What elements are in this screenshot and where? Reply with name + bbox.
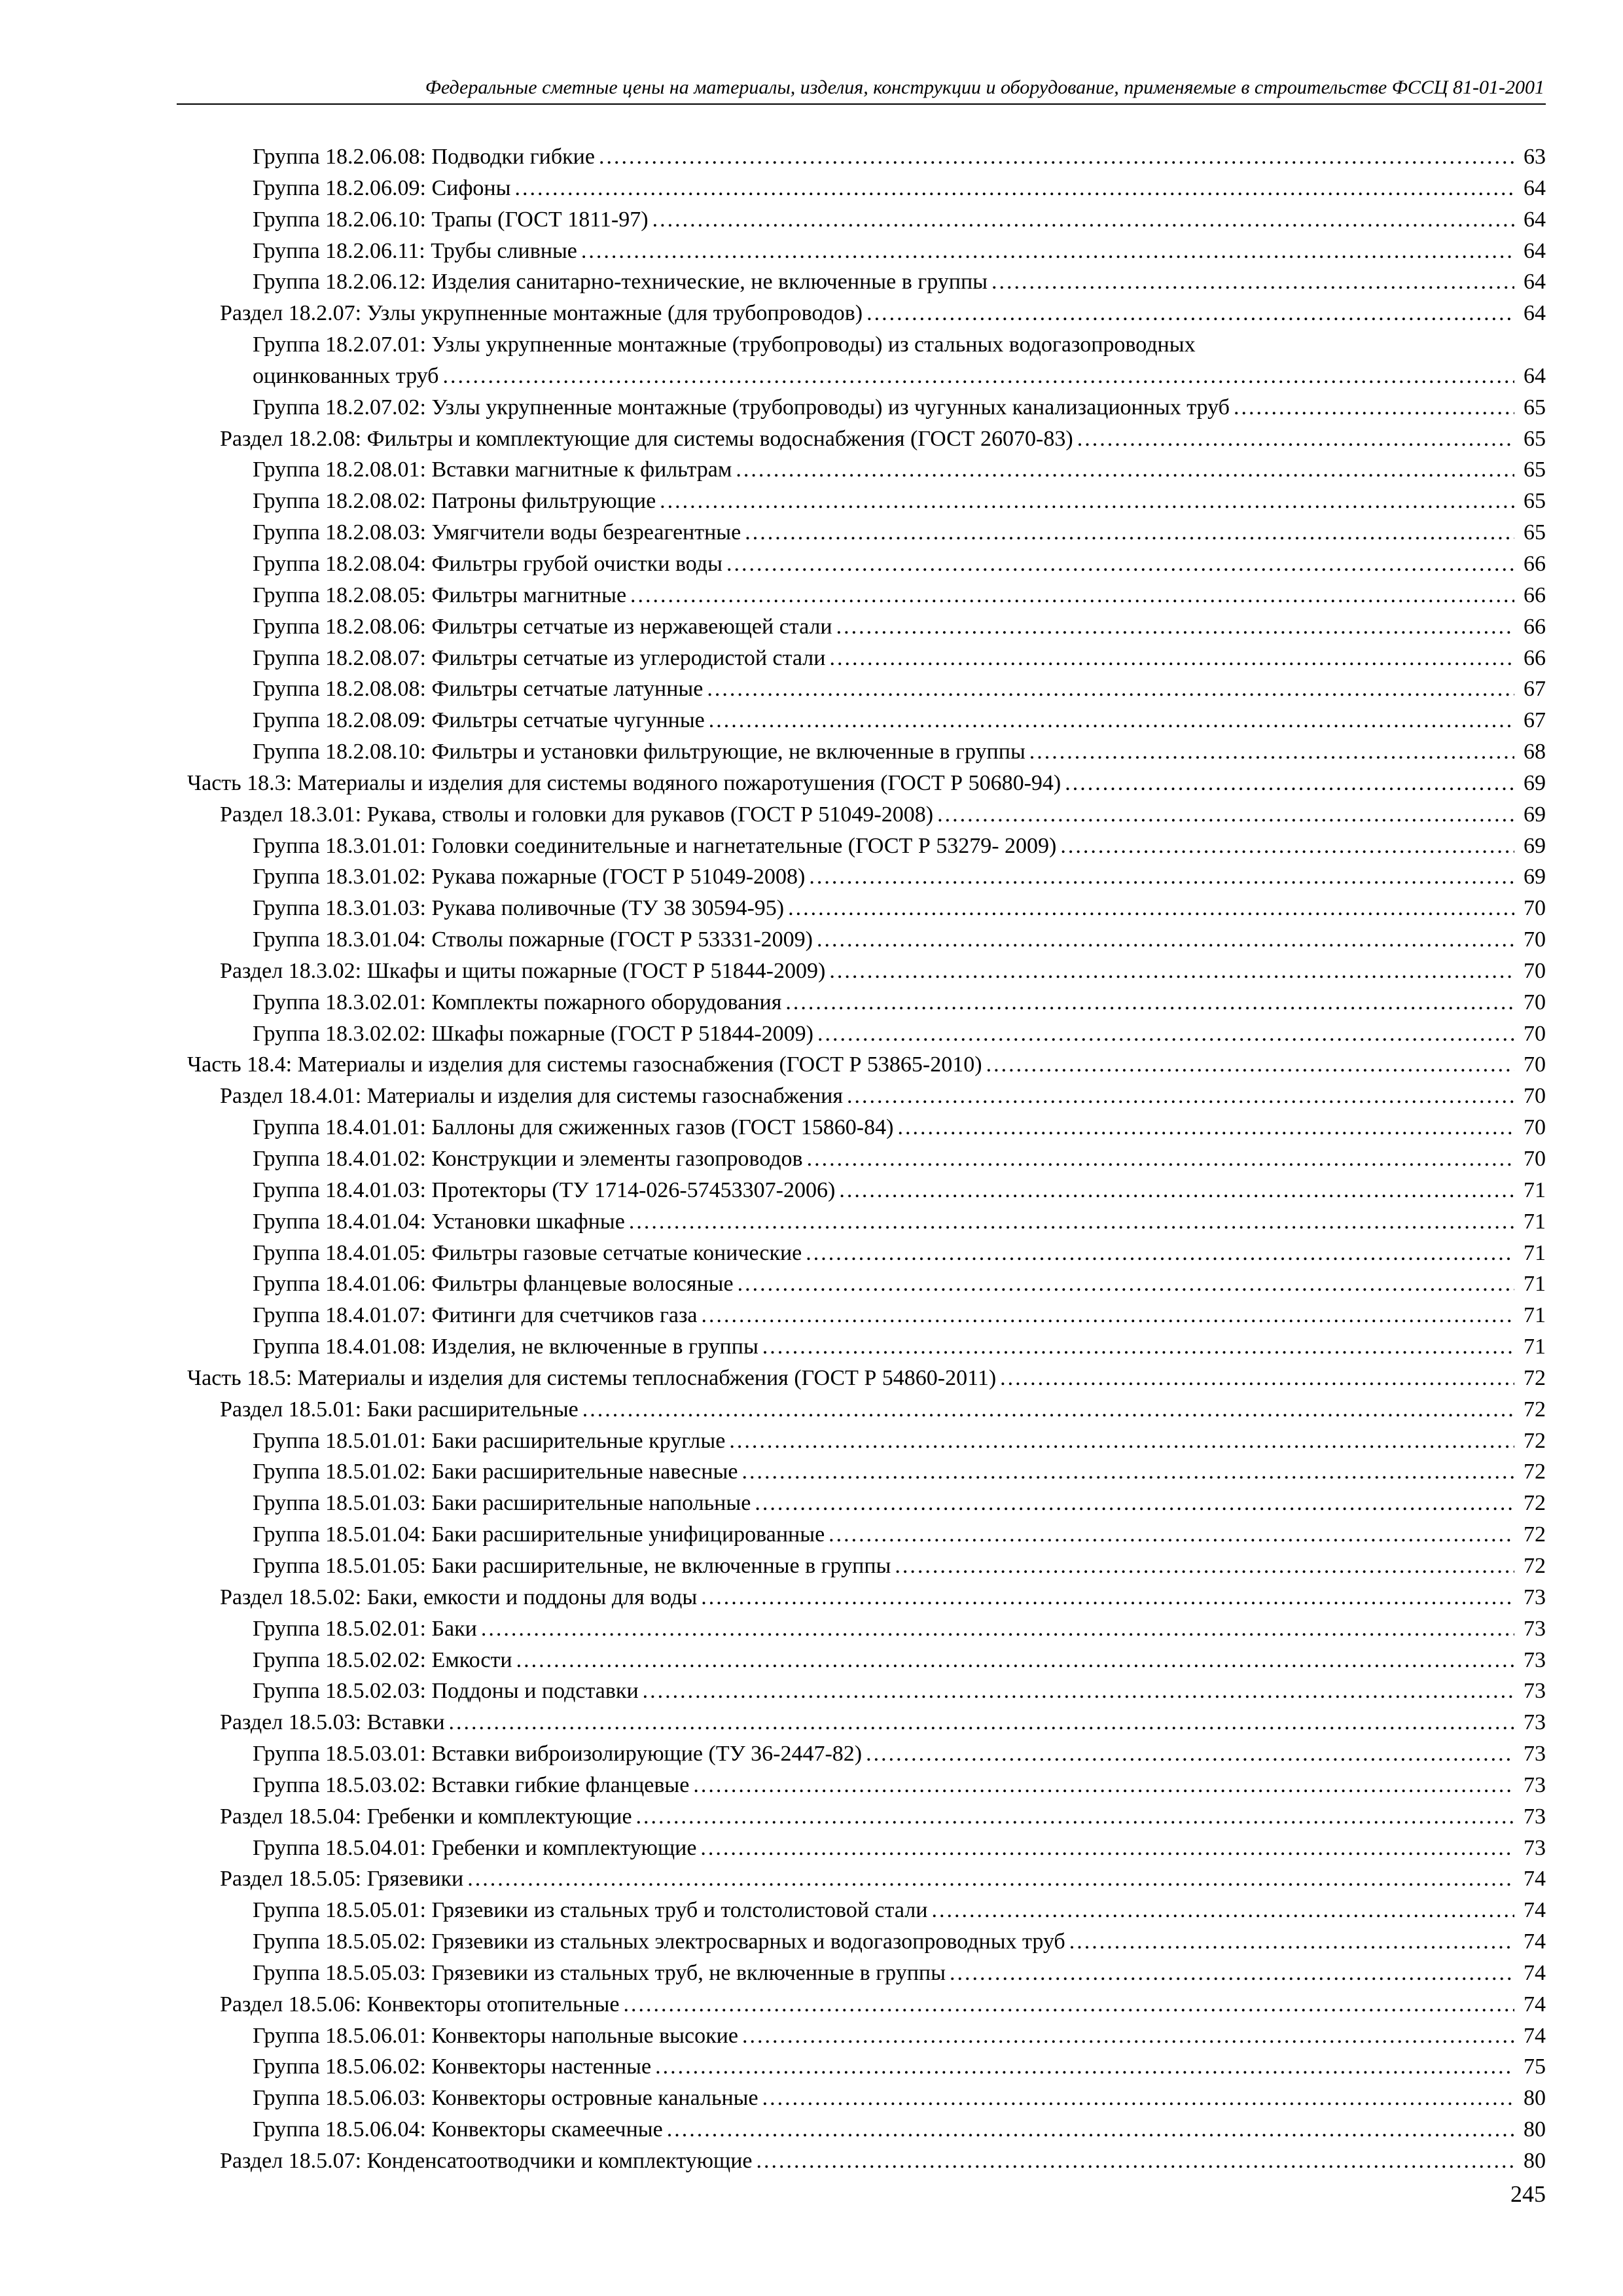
toc-entry[interactable] <box>187 1707 1546 1738</box>
toc-entry[interactable] <box>187 1143 1546 1175</box>
toc-page-number: 64 <box>1524 301 1546 326</box>
dot-leader <box>623 1989 1514 2020</box>
toc-entry-text: Группа 18.5.05.02: Грязевики из стальных электросварных и водогазопроводных труб <box>253 1929 1065 1954</box>
dot-leader <box>467 1863 1514 1895</box>
toc-page-number: 70 <box>1524 1115 1546 1140</box>
toc-entry-text: Группа 18.4.01.02: Конструкции и элементы газопроводов <box>253 1147 803 1171</box>
toc-entry[interactable] <box>187 392 1546 423</box>
dot-leader <box>1077 423 1514 455</box>
toc-entry-text: Группа 18.4.01.05: Фильтры газовые сетчатые конические <box>253 1240 802 1265</box>
dot-leader <box>599 141 1514 173</box>
toc-entry-text: Раздел 18.5.05: Грязевики <box>220 1867 464 1892</box>
toc-page-number: 80 <box>1524 2149 1546 2173</box>
toc-entry[interactable] <box>187 2051 1546 2083</box>
dot-leader <box>442 361 1514 392</box>
toc-page-number: 66 <box>1524 583 1546 607</box>
dot-leader <box>655 2051 1514 2083</box>
toc-entry[interactable] <box>187 173 1546 204</box>
toc-entry[interactable] <box>187 1363 1546 1394</box>
toc-entry[interactable] <box>187 1738 1546 1770</box>
toc-entry[interactable] <box>187 1426 1546 1457</box>
toc-page-number: 70 <box>1524 1084 1546 1109</box>
toc-entry-text: Группа 18.5.03.02: Вставки гибкие фланцевые <box>253 1772 690 1797</box>
toc-entry-text: Группа 18.2.08.10: Фильтры и установки фильтрующие, не включенные в группы <box>253 740 1026 764</box>
dot-leader <box>866 298 1514 329</box>
toc-entry[interactable] <box>187 1613 1546 1645</box>
dot-leader <box>449 1707 1514 1738</box>
toc-page-number: 72 <box>1524 1522 1546 1547</box>
page-number: 245 <box>1510 2181 1546 2207</box>
toc-entry-text: Группа 18.4.01.08: Изделия, не включенные в группы <box>253 1335 758 1359</box>
dot-leader <box>762 1331 1514 1363</box>
toc-entry-text: Группа 18.4.01.01: Баллоны для сжиженных газов (ГОСТ 15860-84) <box>253 1115 894 1140</box>
toc-entry[interactable] <box>187 1551 1546 1582</box>
dot-leader <box>742 2020 1514 2052</box>
dot-leader <box>829 956 1514 987</box>
toc-entry-text: Раздел 18.5.06: Конвекторы отопительные <box>220 1992 620 2017</box>
toc-entry[interactable] <box>187 1895 1546 1926</box>
dot-leader <box>829 1519 1514 1551</box>
toc-entry-text: Группа 18.2.07.01: Узлы укрупненные монтажные (трубопроводы) из стальных водогазопроводных <box>253 332 1196 357</box>
dot-leader <box>630 580 1514 611</box>
toc-entry-text: Группа 18.5.01.02: Баки расширительные навесные <box>253 1460 738 1484</box>
toc-entry-text: Группа 18.5.06.02: Конвекторы настенные <box>253 2054 652 2079</box>
toc-page-number: 71 <box>1524 1272 1546 1297</box>
toc-entry-text: Раздел 18.2.08: Фильтры и комплектующие для системы водоснабжения (ГОСТ 26070-83) <box>220 426 1073 451</box>
toc-entry-text: Раздел 18.4.01: Материалы и изделия для системы газоснабжения <box>220 1084 843 1109</box>
toc-page-number: 68 <box>1524 740 1546 764</box>
toc-entry-text: Группа 18.5.06.04: Конвекторы скамеечные <box>253 2117 663 2142</box>
toc-entry-text: Раздел 18.3.02: Шкафы и щиты пожарные (ГОСТ Р 51844-2009) <box>220 958 826 983</box>
toc-entry-text: Группа 18.5.04.01: Гребенки и комплектующие <box>253 1835 697 1860</box>
toc-entry[interactable] <box>187 1018 1546 1050</box>
toc-entry[interactable] <box>187 266 1546 298</box>
dot-leader <box>516 1645 1514 1676</box>
toc-entry[interactable] <box>187 1582 1546 1613</box>
toc-page-number: 74 <box>1524 1929 1546 1954</box>
dot-leader <box>897 1112 1514 1143</box>
toc-entry-text: Раздел 18.5.07: Конденсатоотводчики и комплектующие <box>220 2149 753 2173</box>
toc-page-number: 70 <box>1524 1021 1546 1046</box>
toc-page-number: 65 <box>1524 520 1546 545</box>
toc-page-number: 74 <box>1524 2023 1546 2048</box>
toc-page-number: 65 <box>1524 457 1546 482</box>
toc-entry-text: Группа 18.2.08.04: Фильтры грубой очистки воды <box>253 551 722 576</box>
toc-page-number: 73 <box>1524 1585 1546 1609</box>
toc-entry[interactable] <box>187 1238 1546 1269</box>
dot-leader <box>788 893 1514 924</box>
toc-entry-text: Раздел 18.5.03: Вставки <box>220 1710 445 1735</box>
dot-leader <box>1000 1363 1514 1394</box>
toc-page-number: 65 <box>1524 395 1546 420</box>
toc-entry-text: Часть 18.3: Материалы и изделия для системы водяного пожаротушения (ГОСТ Р 50680-94) <box>187 770 1061 795</box>
toc-entry[interactable] <box>187 799 1546 831</box>
toc-entry[interactable] <box>187 1645 1546 1676</box>
dot-leader <box>950 1958 1514 1989</box>
toc-page-number: 64 <box>1524 175 1546 200</box>
toc-page-number: 67 <box>1524 708 1546 733</box>
dot-leader <box>660 486 1514 517</box>
dot-leader <box>817 924 1514 956</box>
toc-entry[interactable] <box>187 2083 1546 2114</box>
toc-page-number: 80 <box>1524 2086 1546 2111</box>
toc-entry-text: Раздел 18.5.01: Баки расширительные <box>220 1397 579 1422</box>
toc-entry[interactable] <box>187 141 1546 173</box>
toc-page-number: 70 <box>1524 958 1546 983</box>
toc-entry[interactable] <box>187 2020 1546 2052</box>
dot-leader <box>643 1676 1514 1707</box>
toc-entry-text: Группа 18.5.06.01: Конвекторы напольные высокие <box>253 2023 738 2048</box>
toc-page-number: 71 <box>1524 1177 1546 1202</box>
dot-leader <box>757 2145 1514 2177</box>
toc-entry[interactable] <box>187 1081 1546 1112</box>
toc-entry-text: Группа 18.2.08.07: Фильтры сетчатые из углеродистой стали <box>253 645 826 670</box>
dot-leader <box>1065 768 1514 799</box>
toc-entry-text: Группа 18.2.06.09: Сифоны <box>253 175 511 200</box>
toc-entry-text: Группа 18.2.08.05: Фильтры магнитные <box>253 583 627 607</box>
toc-entry-text: Группа 18.2.08.08: Фильтры сетчатые латунные <box>253 677 704 702</box>
toc-page-number: 74 <box>1524 1960 1546 1985</box>
toc-entry[interactable] <box>187 204 1546 236</box>
dot-leader <box>726 548 1514 580</box>
dot-leader <box>738 1268 1514 1300</box>
toc-entry-text: Группа 18.2.08.01: Вставки магнитные к фильтрам <box>253 457 732 482</box>
dot-leader <box>807 1143 1514 1175</box>
toc-page-number: 70 <box>1524 1147 1546 1171</box>
dot-leader <box>514 173 1514 204</box>
toc-entry[interactable] <box>187 1801 1546 1833</box>
toc-page-number: 64 <box>1524 238 1546 263</box>
toc-entry-text: Группа 18.3.01.04: Стволы пожарные (ГОСТ Р 53331-2009) <box>253 927 813 952</box>
toc-entry-text: Группа 18.2.07.02: Узлы укрупненные монтажные (трубопроводы) из чугунных канализационных труб <box>253 395 1230 420</box>
dot-leader <box>931 1895 1514 1926</box>
toc-entry-text: Группа 18.3.02.02: Шкафы пожарные (ГОСТ Р 51844-2009) <box>253 1021 813 1046</box>
table-of-contents <box>187 141 1546 2177</box>
dot-leader <box>785 987 1514 1018</box>
toc-page-number: 66 <box>1524 551 1546 576</box>
toc-page-number: 69 <box>1524 802 1546 827</box>
toc-page-number: 69 <box>1524 833 1546 858</box>
toc-entry-text: Группа 18.5.05.03: Грязевики из стальных труб, не включенные в группы <box>253 1960 946 1985</box>
toc-entry[interactable] <box>187 517 1546 548</box>
toc-page-number: 73 <box>1524 1710 1546 1735</box>
dot-leader <box>729 1426 1514 1457</box>
toc-entry-text: Группа 18.2.06.11: Трубы сливные <box>253 238 577 263</box>
toc-page-number: 69 <box>1524 865 1546 889</box>
toc-page-number: 65 <box>1524 489 1546 514</box>
toc-entry[interactable] <box>187 1049 1546 1081</box>
toc-page-number: 72 <box>1524 1397 1546 1422</box>
toc-entry[interactable] <box>187 1833 1546 1864</box>
toc-page-number: 65 <box>1524 426 1546 451</box>
toc-entry-text: Группа 18.3.01.02: Рукава пожарные (ГОСТ Р 51049-2008) <box>253 865 806 889</box>
dot-leader <box>701 1582 1514 1613</box>
dot-leader <box>707 673 1514 705</box>
toc-page-number: 63 <box>1524 145 1546 169</box>
dot-leader <box>895 1551 1514 1582</box>
toc-entry-text: Раздел 18.3.01: Рукава, стволы и головки для рукавов (ГОСТ Р 51049-2008) <box>220 802 934 827</box>
toc-entry[interactable] <box>187 298 1546 329</box>
toc-entry[interactable] <box>187 236 1546 267</box>
toc-page-number: 73 <box>1524 1835 1546 1860</box>
dot-leader <box>866 1738 1514 1770</box>
toc-entry[interactable] <box>187 1958 1546 1989</box>
toc-entry[interactable] <box>187 1770 1546 1801</box>
toc-page-number: 64 <box>1524 207 1546 232</box>
toc-page-number: 71 <box>1524 1209 1546 1234</box>
toc-entry[interactable] <box>187 486 1546 517</box>
toc-entry-continuation[interactable] <box>187 361 1546 392</box>
toc-entry-text: Раздел 18.2.07: Узлы укрупненные монтажные (для трубопроводов) <box>220 301 863 326</box>
toc-entry[interactable] <box>187 736 1546 768</box>
dot-leader <box>986 1049 1514 1081</box>
toc-entry-text: Группа 18.2.06.08: Подводки гибкие <box>253 145 595 169</box>
dot-leader <box>636 1801 1514 1833</box>
toc-entry[interactable] <box>187 1989 1546 2020</box>
toc-entry[interactable] <box>187 1863 1546 1895</box>
toc-entry[interactable] <box>187 1488 1546 1519</box>
toc-entry[interactable] <box>187 768 1546 799</box>
toc-entry-text: Группа 18.2.08.02: Патроны фильтрующие <box>253 489 656 514</box>
header-rule <box>177 103 1546 105</box>
dot-leader <box>709 705 1514 736</box>
toc-entry-text: Группа 18.5.06.03: Конвекторы островные канальные <box>253 2086 758 2111</box>
toc-entry-text: Группа 18.5.05.01: Грязевики из стальных труб и толстолистовой стали <box>253 1898 928 1923</box>
toc-entry[interactable] <box>187 1926 1546 1958</box>
toc-page-number: 67 <box>1524 677 1546 702</box>
toc-page-number: 71 <box>1524 1335 1546 1359</box>
toc-entry-text: Группа 18.2.08.03: Умягчители воды безреагентные <box>253 520 741 545</box>
toc-page-number: 71 <box>1524 1240 1546 1265</box>
toc-entry[interactable] <box>187 893 1546 924</box>
toc-entry-text: Группа 18.5.01.03: Баки расширительные напольные <box>253 1491 751 1516</box>
running-header: Федеральные сметные цены на материалы, изделия, конструкции и оборудование, применяемые в строительстве ФССЦ 81-01-2001 <box>425 77 1544 98</box>
dot-leader <box>693 1770 1514 1801</box>
toc-entry[interactable] <box>187 329 1546 361</box>
toc-page-number: 70 <box>1524 990 1546 1014</box>
toc-entry[interactable] <box>187 611 1546 643</box>
toc-page-number: 70 <box>1524 1052 1546 1077</box>
dot-leader <box>629 1206 1514 1238</box>
toc-page-number: 72 <box>1524 1553 1546 1578</box>
toc-page-number: 70 <box>1524 927 1546 952</box>
toc-entry-text: Часть 18.4: Материалы и изделия для системы газоснабжения (ГОСТ Р 53865-2010) <box>187 1052 982 1077</box>
dot-leader <box>581 236 1514 267</box>
toc-entry[interactable] <box>187 705 1546 736</box>
toc-entry-text: Группа 18.4.01.07: Фитинги для счетчиков газа <box>253 1303 698 1328</box>
toc-page-number: 70 <box>1524 896 1546 921</box>
toc-entry[interactable] <box>187 423 1546 455</box>
dot-leader <box>937 799 1514 831</box>
dot-leader <box>847 1081 1514 1112</box>
dot-leader <box>702 1300 1514 1331</box>
dot-leader <box>582 1394 1514 1426</box>
toc-entry[interactable] <box>187 956 1546 987</box>
toc-entry-text: Группа 18.5.01.04: Баки расширительные унифицированные <box>253 1522 825 1547</box>
toc-page-number: 66 <box>1524 614 1546 639</box>
toc-entry-text: Группа 18.3.01.03: Рукава поливочные (ТУ 38 30594-95) <box>253 896 785 921</box>
toc-page-number: 74 <box>1524 1992 1546 2017</box>
toc-entry-text: Группа 18.5.02.02: Емкости <box>253 1647 512 1672</box>
toc-entry[interactable] <box>187 1331 1546 1363</box>
dot-leader <box>1069 1926 1514 1958</box>
toc-page-number: 72 <box>1524 1460 1546 1484</box>
dot-leader <box>817 1018 1514 1050</box>
toc-entry-text: Группа 18.2.06.12: Изделия санитарно-технические, не включенные в группы <box>253 270 988 295</box>
toc-entry[interactable] <box>187 548 1546 580</box>
dot-leader <box>762 2083 1514 2114</box>
dot-leader <box>839 1175 1514 1206</box>
toc-entry-text: Группа 18.5.03.01: Вставки виброизолирующие (ТУ 36-2447-82) <box>253 1742 863 1767</box>
dot-leader <box>755 1488 1514 1519</box>
toc-entry-text: Часть 18.5: Материалы и изделия для системы теплоснабжения (ГОСТ Р 54860-2011) <box>187 1365 997 1390</box>
toc-entry[interactable] <box>187 580 1546 611</box>
dot-leader <box>1029 736 1514 768</box>
toc-page-number: 73 <box>1524 1679 1546 1704</box>
toc-page-number: 64 <box>1524 363 1546 388</box>
toc-page-number: 66 <box>1524 645 1546 670</box>
toc-entry-text: Группа 18.2.08.09: Фильтры сетчатые чугунные <box>253 708 705 733</box>
toc-entry[interactable] <box>187 1300 1546 1331</box>
dot-leader <box>806 1238 1514 1269</box>
toc-entry-text: Группа 18.3.02.01: Комплекты пожарного оборудования <box>253 990 782 1014</box>
toc-entry[interactable] <box>187 1394 1546 1426</box>
toc-entry[interactable] <box>187 1175 1546 1206</box>
dot-leader <box>745 517 1514 548</box>
toc-entry[interactable] <box>187 861 1546 893</box>
toc-page-number: 73 <box>1524 1742 1546 1767</box>
toc-entry[interactable] <box>187 2114 1546 2145</box>
dot-leader <box>736 454 1514 486</box>
toc-entry-text: Группа 18.4.01.04: Установки шкафные <box>253 1209 625 1234</box>
toc-entry[interactable] <box>187 987 1546 1018</box>
dot-leader <box>991 266 1514 298</box>
toc-page-number: 74 <box>1524 1898 1546 1923</box>
toc-entry[interactable] <box>187 1676 1546 1707</box>
toc-entry-continuation-text: оцинкованных труб <box>253 363 439 388</box>
toc-entry[interactable] <box>187 1456 1546 1488</box>
toc-entry[interactable] <box>187 643 1546 674</box>
toc-page-number: 75 <box>1524 2054 1546 2079</box>
toc-entry[interactable] <box>187 1112 1546 1143</box>
toc-entry[interactable] <box>187 924 1546 956</box>
toc-entry-text: Группа 18.2.08.06: Фильтры сетчатые из нержавеющей стали <box>253 614 832 639</box>
toc-entry-text: Группа 18.5.02.03: Поддоны и подставки <box>253 1679 639 1704</box>
dot-leader <box>667 2114 1514 2145</box>
toc-entry-text: Группа 18.5.02.01: Баки <box>253 1616 477 1641</box>
toc-entry-text: Группа 18.4.01.06: Фильтры фланцевые волосяные <box>253 1272 734 1297</box>
toc-page-number: 72 <box>1524 1365 1546 1390</box>
toc-entry-text: Раздел 18.5.04: Гребенки и комплектующие <box>220 1804 632 1829</box>
dot-leader <box>741 1456 1514 1488</box>
toc-entry[interactable] <box>187 1519 1546 1551</box>
toc-entry[interactable] <box>187 831 1546 862</box>
dot-leader <box>700 1833 1514 1864</box>
toc-entry-text: Группа 18.5.01.01: Баки расширительные круглые <box>253 1428 726 1453</box>
toc-entry-text: Группа 18.3.01.01: Головки соединительные и нагнетательные (ГОСТ Р 53279- 2009) <box>253 833 1057 858</box>
toc-page-number: 74 <box>1524 1867 1546 1892</box>
toc-page-number: 72 <box>1524 1491 1546 1516</box>
dot-leader <box>809 861 1514 893</box>
toc-entry-text: Группа 18.2.06.10: Трапы (ГОСТ 1811-97) <box>253 207 649 232</box>
dot-leader <box>836 611 1514 643</box>
dot-leader <box>1060 831 1514 862</box>
toc-page-number: 73 <box>1524 1804 1546 1829</box>
toc-entry[interactable] <box>187 673 1546 705</box>
toc-page-number: 72 <box>1524 1428 1546 1453</box>
toc-entry-text: Группа 18.4.01.03: Протекторы (ТУ 1714-026-57453307-2006) <box>253 1177 836 1202</box>
toc-entry[interactable] <box>187 454 1546 486</box>
toc-page-number: 69 <box>1524 770 1546 795</box>
toc-page-number: 73 <box>1524 1647 1546 1672</box>
toc-entry[interactable] <box>187 1268 1546 1300</box>
toc-page-number: 64 <box>1524 270 1546 295</box>
toc-entry-text: Группа 18.5.01.05: Баки расширительные, не включенные в группы <box>253 1553 891 1578</box>
dot-leader <box>1234 392 1514 423</box>
toc-page-number: 71 <box>1524 1303 1546 1328</box>
dot-leader <box>652 204 1514 236</box>
toc-entry[interactable] <box>187 1206 1546 1238</box>
toc-page-number: 73 <box>1524 1616 1546 1641</box>
toc-entry[interactable] <box>187 2145 1546 2177</box>
dot-leader <box>829 643 1514 674</box>
dot-leader <box>481 1613 1514 1645</box>
toc-entry-text: Раздел 18.5.02: Баки, емкости и поддоны для воды <box>220 1585 698 1609</box>
toc-page-number: 80 <box>1524 2117 1546 2142</box>
toc-page-number: 73 <box>1524 1772 1546 1797</box>
